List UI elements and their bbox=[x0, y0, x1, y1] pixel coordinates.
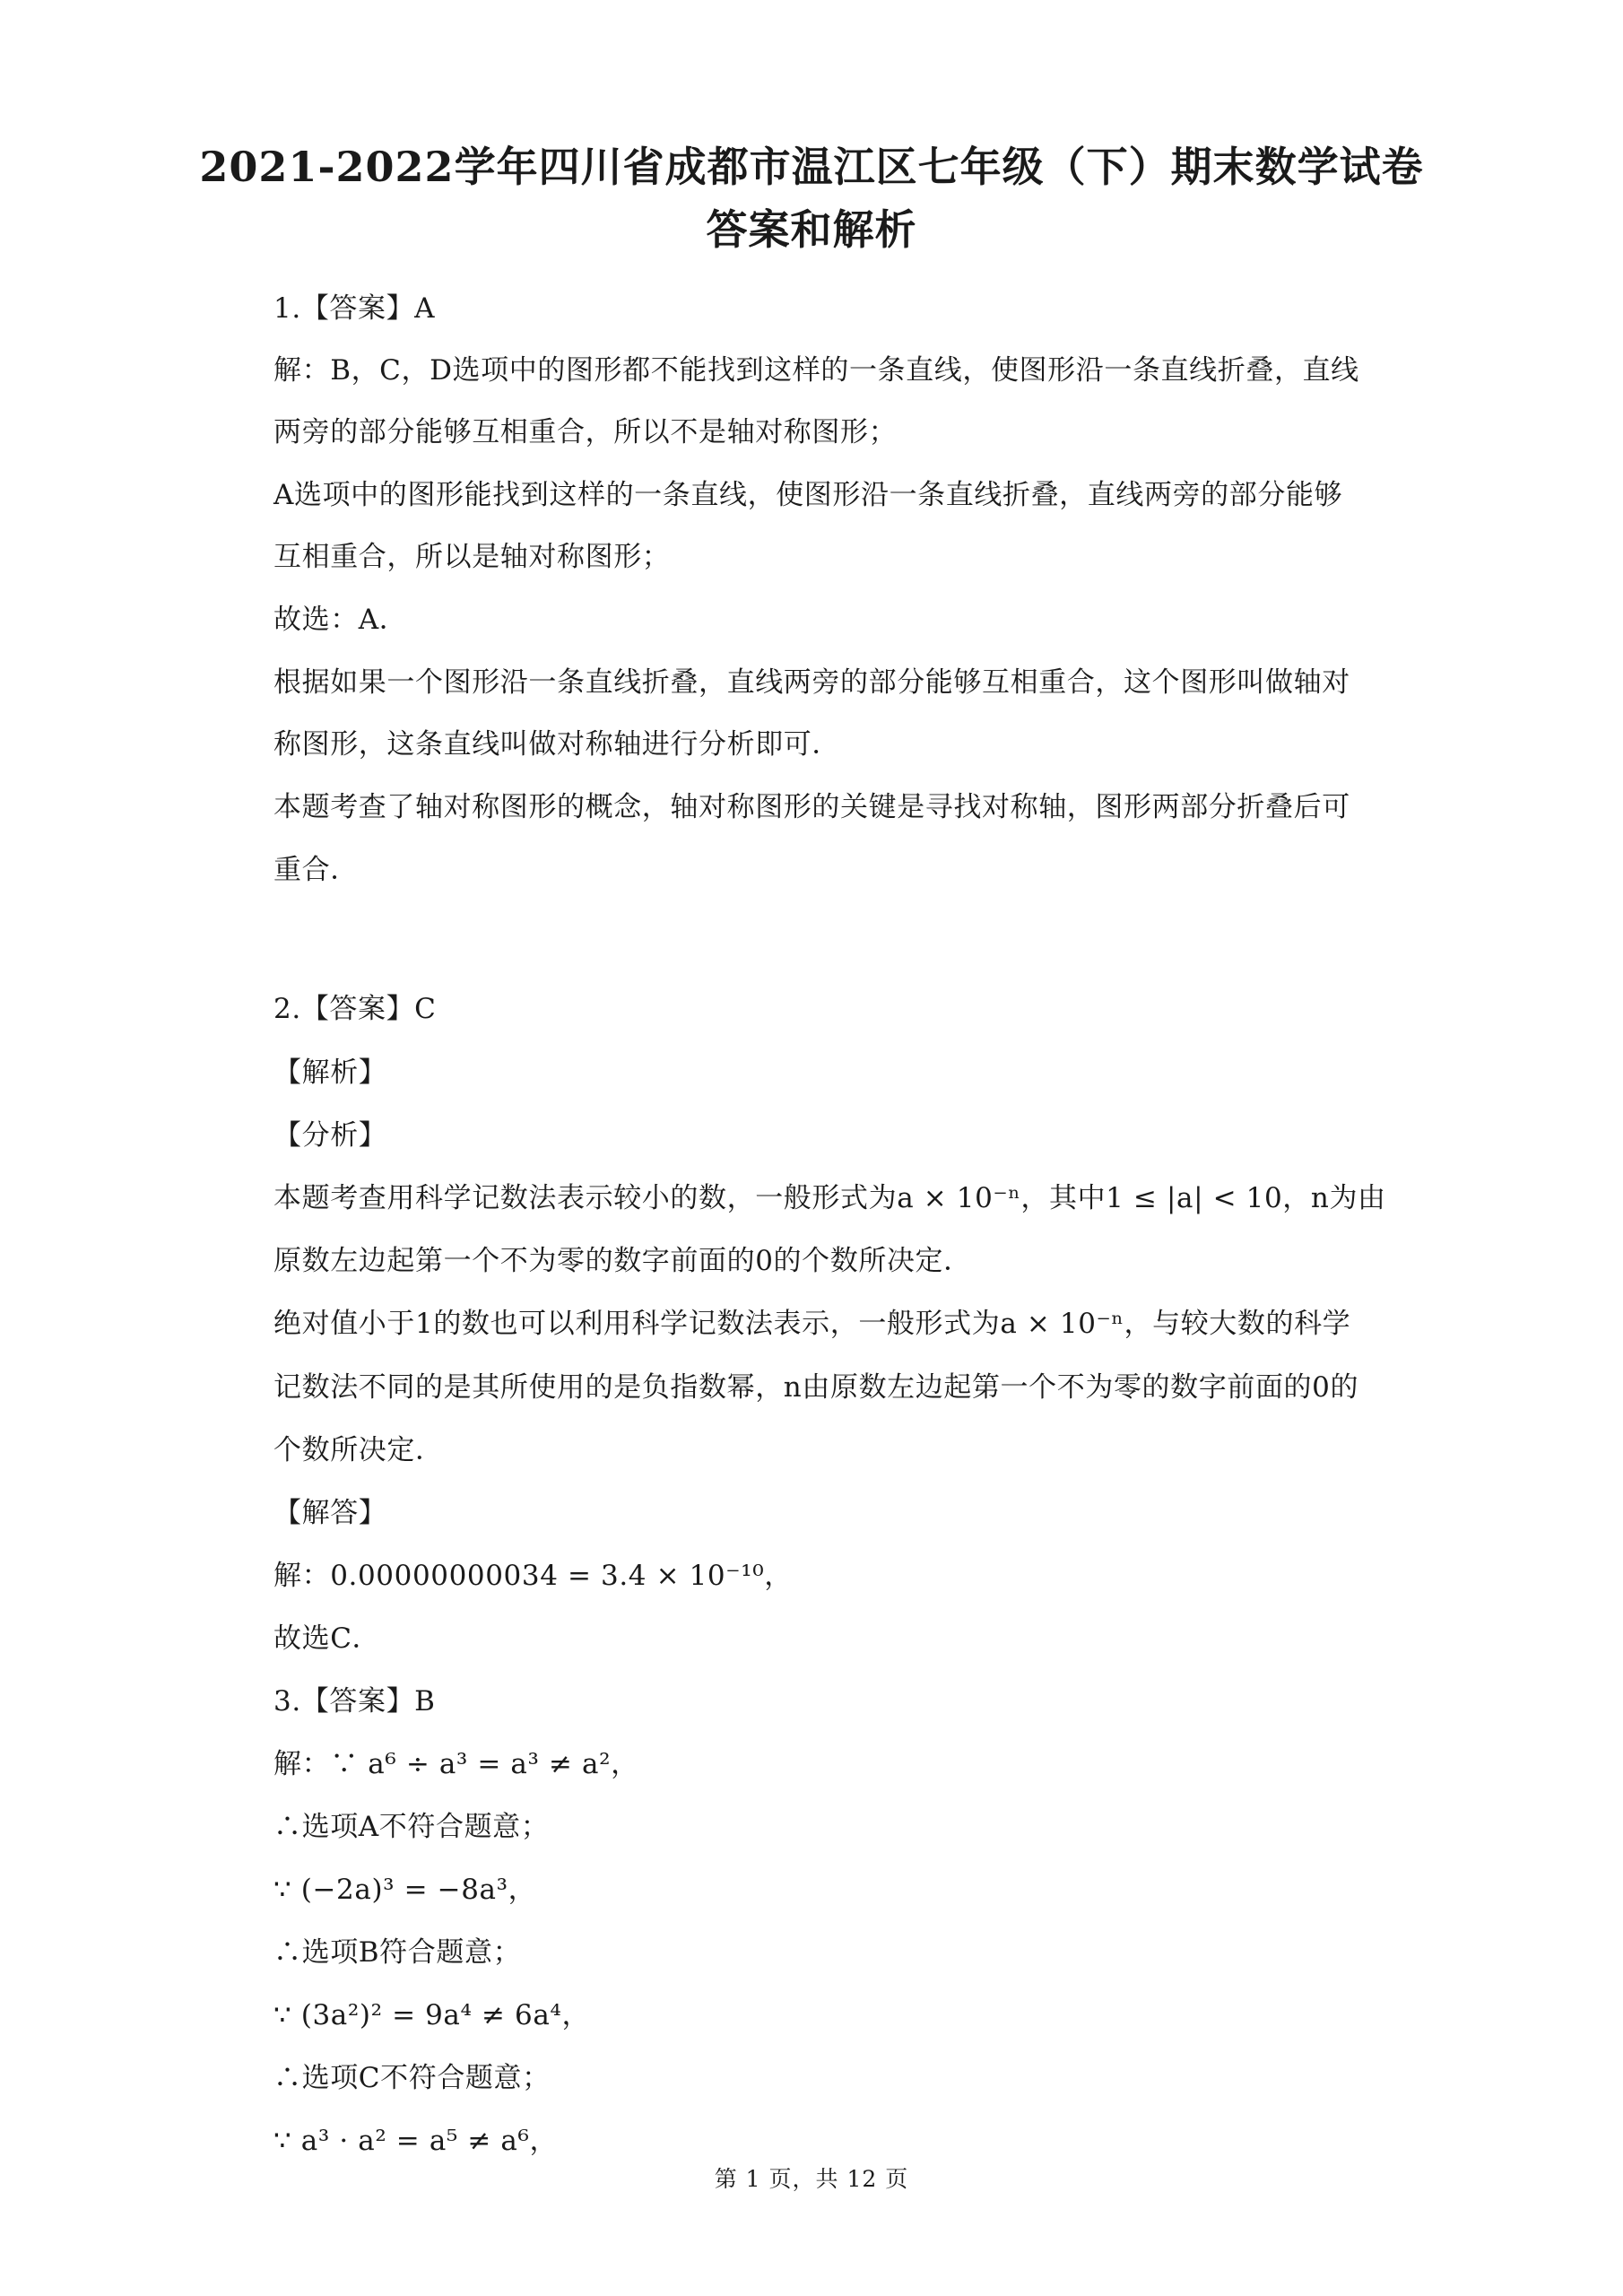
answer-3-line: 解：∵ a⁶ ÷ a³ = a³ ≠ a²， bbox=[273, 1748, 639, 1780]
answer-1-line: 解：B，C，D选项中的图形都不能找到这样的一条直线，使图形沿一条直线折叠，直线 bbox=[273, 354, 1359, 387]
answer-1-line: 互相重合，所以是轴对称图形； bbox=[273, 541, 671, 573]
answer-2-heading: 2.【答案】C bbox=[273, 993, 437, 1025]
answer-2-line: 个数所决定． bbox=[273, 1434, 444, 1466]
answer-1-line: 故选：A． bbox=[273, 604, 408, 636]
answer-2-line: 【解析】 bbox=[273, 1057, 387, 1089]
page-footer: 第 1 页，共 12 页 bbox=[714, 2166, 909, 2192]
answer-1-line: 本题考查了轴对称图形的概念，轴对称图形的关键是寻找对称轴，图形两部分折叠后可 bbox=[273, 791, 1350, 823]
answer-1-line: 重合． bbox=[273, 854, 359, 886]
answer-3-line: ∴选项A不符合题意； bbox=[273, 1811, 550, 1843]
answer-2-line: 【分析】 bbox=[273, 1119, 387, 1152]
answer-3-heading: 3.【答案】B bbox=[273, 1685, 436, 1718]
answer-3-line: ∵ (3a²)² = 9a⁴ ≠ 6a⁴， bbox=[273, 1999, 591, 2031]
answer-2-line: 原数左边起第一个不为零的数字前面的0的个数所决定． bbox=[273, 1245, 972, 1277]
answer-2-line: 解：0.00000000034 = 3.4 × 10⁻¹⁰， bbox=[273, 1560, 793, 1592]
answer-1-line: 称图形，这条直线叫做对称轴进行分析即可． bbox=[273, 728, 840, 761]
answer-3-line: ∴选项C不符合题意； bbox=[273, 2062, 551, 2094]
answer-1-line: A选项中的图形能找到这样的一条直线，使图形沿一条直线折叠，直线两旁的部分能够 bbox=[273, 479, 1343, 511]
answer-2-line: 【解答】 bbox=[273, 1497, 387, 1529]
document-subtitle: 答案和解析 bbox=[706, 205, 917, 254]
answer-1-line: 根据如果一个图形沿一条直线折叠，直线两旁的部分能够互相重合，这个图形叫做轴对 bbox=[273, 666, 1350, 699]
answer-2-line: 绝对值小于1的数也可以利用科学记数法表示，一般形式为a × 10⁻ⁿ，与较大数的科学 bbox=[273, 1308, 1351, 1340]
answer-3-line: ∵ (−2a)³ = −8a³， bbox=[273, 1874, 537, 1906]
answer-2-line: 故选C． bbox=[273, 1622, 381, 1655]
answer-2-line: 本题考查用科学记数法表示较小的数，一般形式为a × 10⁻ⁿ，其中1 ≤ |a| < 10，n为由 bbox=[273, 1182, 1386, 1214]
answer-3-line: ∴选项B符合题意； bbox=[273, 1936, 522, 1969]
answer-1-heading: 1.【答案】A bbox=[273, 292, 436, 325]
document-title: 2021-2022学年四川省成都市温江区七年级（下）期末数学试卷 bbox=[199, 143, 1424, 191]
answer-3-line: ∵ a³ · a² = a⁵ ≠ a⁶， bbox=[273, 2125, 559, 2157]
answer-2-line: 记数法不同的是其所使用的是负指数幂，n由原数左边起第一个不为零的数字前面的0的 bbox=[273, 1371, 1359, 1404]
answer-1-line: 两旁的部分能够互相重合，所以不是轴对称图形； bbox=[273, 416, 898, 448]
